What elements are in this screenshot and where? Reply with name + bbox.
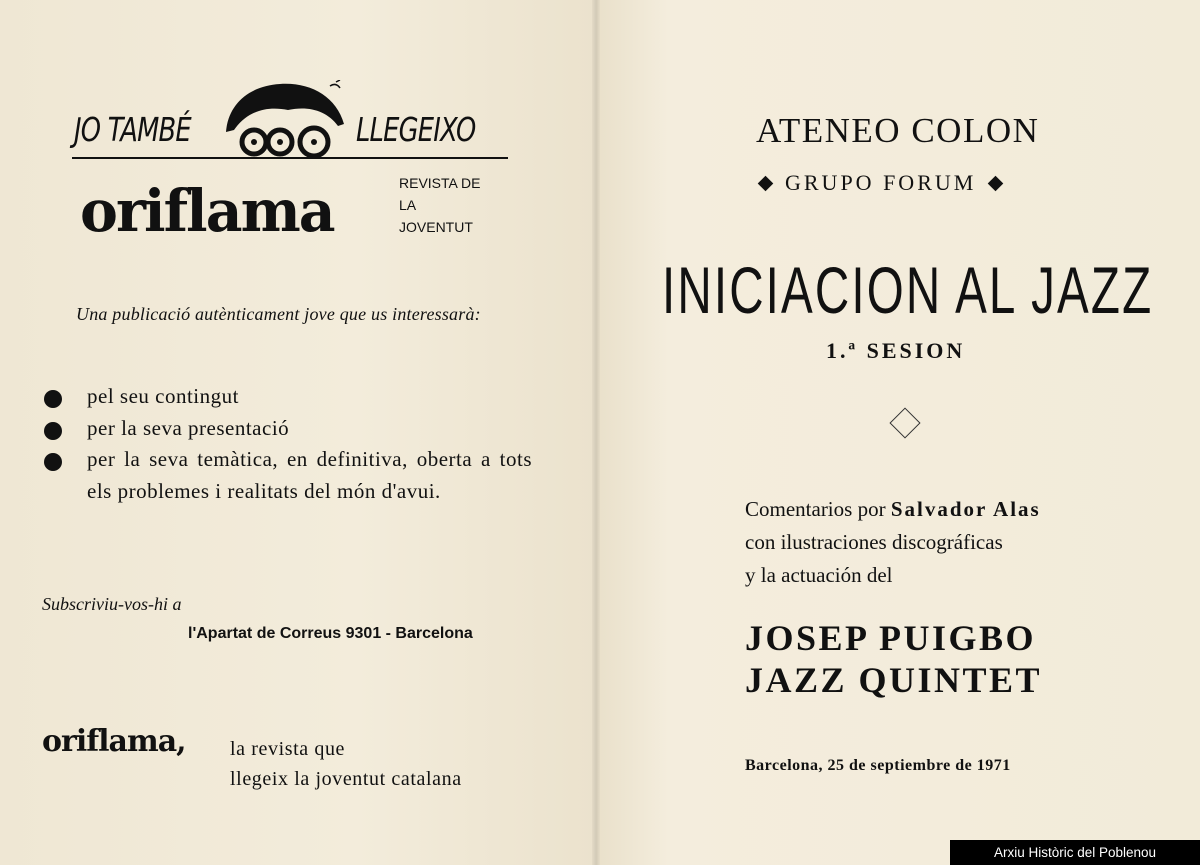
comments-line: y la actuación del — [745, 563, 893, 587]
magazine-logo: oriflama — [80, 177, 334, 245]
header-underline — [72, 157, 508, 159]
filled-circle-icon — [44, 422, 62, 440]
footer-brand: oriflama, — [42, 724, 186, 759]
filled-circle-icon — [44, 390, 62, 408]
list-item-text: pel seu contingut — [87, 384, 239, 408]
diamond-icon — [988, 176, 1004, 192]
cartoon-face-icon — [218, 80, 354, 160]
left-page — [0, 0, 596, 865]
comments-block — [745, 493, 1155, 592]
magazine-subtitle-line: REVISTA DE — [399, 175, 481, 191]
tagline: Una publicació autènticament jove que us interessarà: — [76, 304, 481, 324]
list-item-text: per la seva presentació — [87, 415, 290, 440]
diamond-outline-icon — [889, 407, 920, 438]
band-name-line: JAZZ QUINTET — [745, 660, 1043, 700]
subscribe-label: Subscriviu-vos-hi a — [42, 594, 182, 614]
filled-circle-icon — [44, 453, 62, 471]
band-name-line: JOSEP PUIGBO — [745, 618, 1037, 658]
footer-text — [230, 734, 462, 794]
subscribe-address: l'Apartat de Correus 9301 - Barcelona — [188, 625, 473, 642]
header-llegeixo: LLEGEIXO — [356, 110, 476, 149]
list-item-text: per la seva temàtica, en definitiva, oberta a tots els problemes i realitats del món d'avui. — [87, 447, 532, 503]
session-label: 1.ª SESION — [826, 338, 966, 363]
right-page — [596, 0, 1200, 865]
footer-text-line: la revista que — [230, 738, 346, 760]
list-item — [42, 444, 532, 507]
bullet-list — [42, 381, 532, 507]
event-date: Barcelona, 25 de septiembre de 1971 — [745, 757, 1011, 774]
list-item — [42, 381, 532, 413]
page-fold — [592, 0, 600, 865]
band-name — [745, 617, 1042, 701]
archive-label: Arxiu Històric del Poblenou — [950, 840, 1200, 865]
comments-line: con ilustraciones discográficas — [745, 530, 1003, 554]
magazine-subtitle-line: LA — [399, 197, 417, 213]
group-title — [754, 170, 1001, 196]
diamond-icon — [758, 176, 774, 192]
header-jo-tambe: JO TAMBÉ — [74, 110, 191, 149]
group-label: GRUPO FORUM — [785, 170, 977, 195]
comments-prefix: Comentarios por — [745, 497, 891, 521]
comments-line — [745, 493, 1155, 526]
magazine-subtitle — [399, 172, 519, 238]
event-title: INICIACION AL JAZZ — [662, 253, 1154, 327]
list-item — [42, 413, 532, 445]
magazine-subtitle-line: JOVENTUT — [399, 219, 473, 235]
venue-title: ATENEO COLON — [756, 111, 1040, 150]
footer-text-line: llegeix la joventut catalana — [230, 768, 462, 790]
commentator-name: Salvador Alas — [890, 497, 1041, 521]
